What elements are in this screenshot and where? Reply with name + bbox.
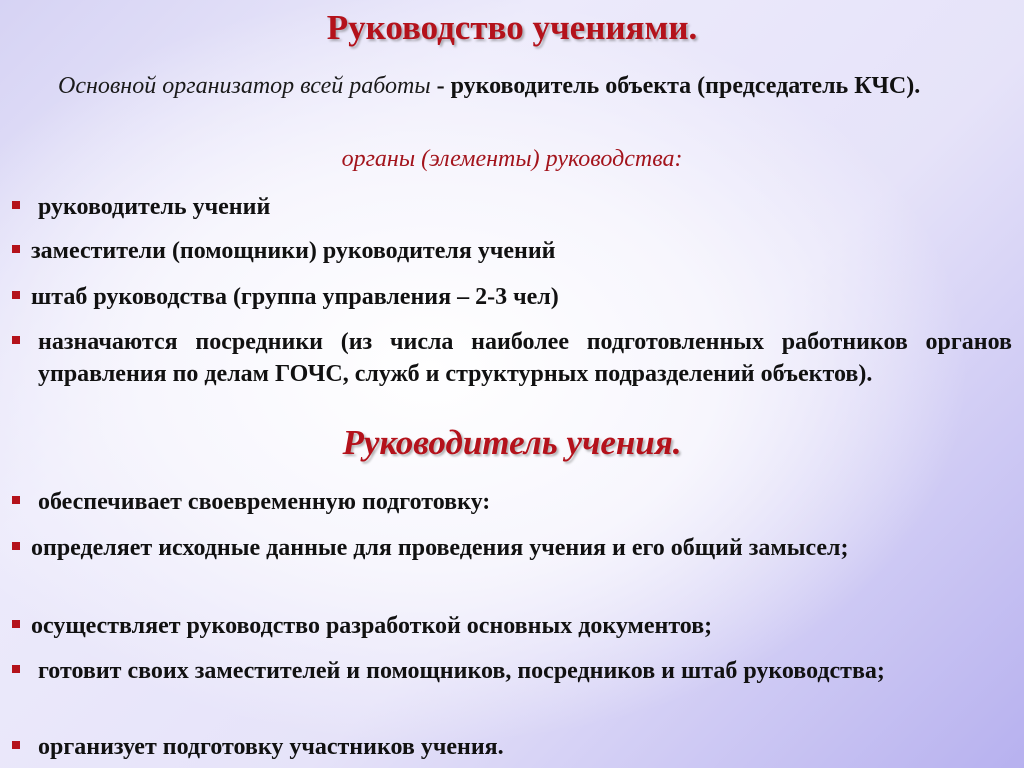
list-item	[12, 731, 1012, 763]
list-item	[12, 655, 1012, 687]
intro-italic: Основной организатор всей работы	[58, 73, 431, 99]
bullet-square-icon	[12, 496, 20, 504]
list-item	[12, 610, 1012, 642]
list-item-text: назначаются посредники (из числа наиболее подготовленных работников органов управления по делам ГОЧС, служб и структурных подразделений объектов).	[38, 329, 1012, 387]
list-item	[12, 532, 1012, 564]
list-item-text: обеспечивает своевременную подготовку:	[38, 489, 491, 515]
list-item-text: заместители (помощники) руководителя учений	[31, 238, 556, 264]
list-item-text: осуществляет руководство разработкой основных документов;	[31, 613, 713, 639]
list-item-text: руководитель учений	[38, 194, 271, 220]
intro-rest: руководитель объекта (председатель КЧС).	[450, 73, 921, 99]
bullet-square-icon	[12, 741, 20, 749]
bullet-square-icon	[12, 665, 20, 673]
intro-dash: -	[430, 73, 451, 99]
list-item	[12, 486, 1012, 518]
list-item-text: штаб руководства (группа управления – 2-3 чел)	[31, 284, 559, 310]
bullet-square-icon	[12, 542, 20, 550]
list-item-text: определяет исходные данные для проведения учения и его общий замысел;	[31, 535, 849, 561]
section-title: Руководитель учения.	[342, 423, 682, 462]
list-item-text: организует подготовку участников учения.	[38, 734, 504, 760]
bullet-square-icon	[12, 620, 20, 628]
list-item-text: готовит своих заместителей и помощников, посредников и штаб руководства;	[38, 658, 885, 684]
subheading: органы (элементы) руководства:	[341, 146, 683, 172]
slide-title: Руководство учениями.	[326, 8, 698, 47]
